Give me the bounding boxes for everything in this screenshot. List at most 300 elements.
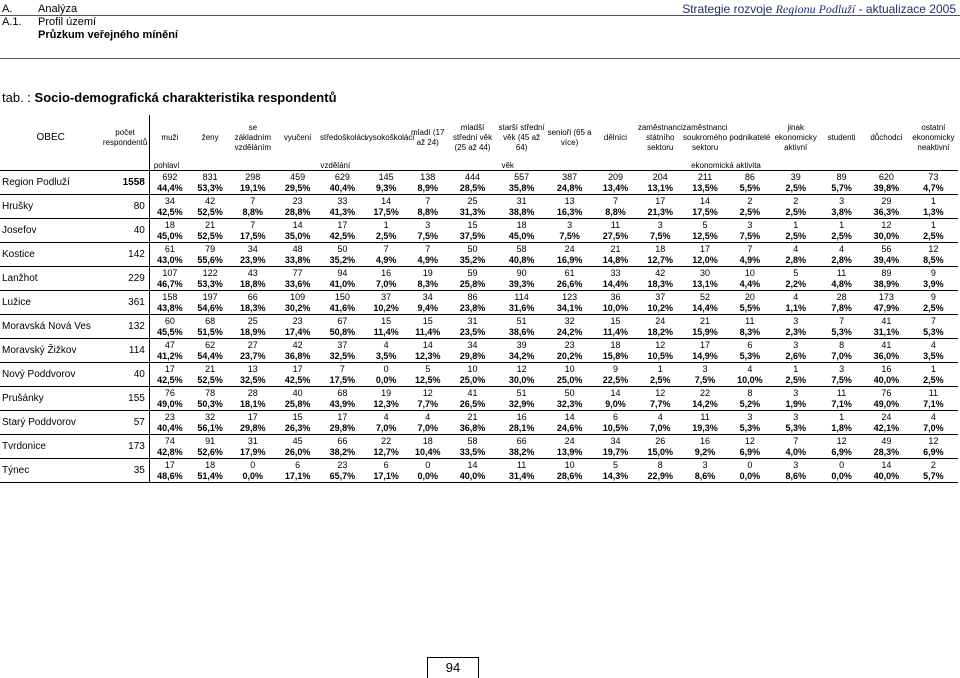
count-cell: 8 <box>839 339 845 350</box>
col-delnici: dělníci <box>603 132 628 142</box>
percent-cell: 9,2% <box>683 446 728 459</box>
count-cell: 86 <box>744 171 755 182</box>
subsection-number: A.1. <box>2 16 22 28</box>
count-cell: 32 <box>205 411 216 422</box>
percent-cell: 28,6% <box>546 470 593 483</box>
percent-cell: 17,5% <box>320 374 365 387</box>
percent-cell: 19,1% <box>230 182 275 195</box>
percent-cell: 4,9% <box>365 254 408 267</box>
percent-cell: 24,6% <box>546 422 593 435</box>
col-statni: zaměstnanci státního sektoru <box>637 122 683 152</box>
percent-cell: 27,5% <box>593 230 638 243</box>
percent-cell: 30,0% <box>497 374 546 387</box>
count-cell: 3 <box>793 411 799 422</box>
percent-cell: 28,3% <box>864 446 909 459</box>
percent-cell: 23,5% <box>448 326 497 339</box>
percent-cell: 34,2% <box>497 350 546 363</box>
percent-cell: 7,0% <box>909 422 958 435</box>
percent-cell: 17,1% <box>275 470 320 483</box>
percent-cell: 41,2% <box>149 350 190 363</box>
count-cell: 1 <box>383 219 389 230</box>
count-cell: 16 <box>700 435 711 446</box>
col-obec: OBEC <box>36 131 65 143</box>
percent-cell: 49,0% <box>149 398 190 411</box>
count-cell: 138 <box>420 171 436 182</box>
percent-cell: 13,4% <box>593 182 638 195</box>
header-prefix: Strategie rozvoje <box>682 2 776 16</box>
count-cell: 16 <box>381 267 392 278</box>
count-cell: 3 <box>793 387 799 398</box>
respondent-count: 132 <box>101 315 149 339</box>
header-brand: Regionu Podluží <box>775 2 856 16</box>
town-name: Prušánky <box>0 387 101 411</box>
count-cell: 204 <box>652 171 668 182</box>
percent-cell: 14,4% <box>593 278 638 291</box>
percent-cell: 8,3% <box>727 326 772 339</box>
count-cell: 17 <box>337 411 348 422</box>
percent-cell: 32,3% <box>546 398 593 411</box>
count-cell: 21 <box>700 315 711 326</box>
percent-cell: 55,6% <box>190 254 231 267</box>
percent-cell: 42,5% <box>320 230 365 243</box>
col-muzi: muži <box>161 132 179 142</box>
table-row <box>0 267 958 279</box>
percent-cell: 36,3% <box>864 206 909 219</box>
percent-cell: 9,4% <box>407 302 448 315</box>
count-cell: 8 <box>657 459 663 470</box>
count-cell: 28 <box>247 387 258 398</box>
percent-cell: 2,5% <box>909 374 958 387</box>
count-cell: 6 <box>383 459 389 470</box>
count-cell: 47 <box>164 339 175 350</box>
table-title <box>2 90 337 105</box>
count-cell: 17 <box>700 339 711 350</box>
percent-cell: 2,8% <box>772 254 819 267</box>
percent-cell: 14,4% <box>683 302 728 315</box>
percent-cell: 18,2% <box>638 326 683 339</box>
town-name: Moravská Nová Ves <box>0 315 101 339</box>
count-cell: 0 <box>425 459 431 470</box>
percent-cell: 20,2% <box>546 350 593 363</box>
count-cell: 4 <box>425 411 431 422</box>
count-cell: 76 <box>164 387 175 398</box>
count-cell: 3 <box>839 363 845 374</box>
percent-cell: 2,8% <box>819 254 864 267</box>
percent-cell: 13,9% <box>546 446 593 459</box>
count-cell: 42 <box>205 195 216 206</box>
percent-cell: 2,5% <box>772 374 819 387</box>
count-cell: 37 <box>655 291 666 302</box>
percent-cell: 15,9% <box>683 326 728 339</box>
count-cell: 22 <box>381 435 392 446</box>
col-zeny: ženy <box>201 132 219 142</box>
percent-cell: 23,8% <box>448 302 497 315</box>
town-name: Moravský Žižkov <box>0 339 101 363</box>
respondent-count: 229 <box>101 267 149 291</box>
count-cell: 12 <box>655 387 666 398</box>
percent-cell: 21,3% <box>638 206 683 219</box>
count-cell: 7 <box>425 243 431 254</box>
percent-cell: 8,5% <box>909 254 958 267</box>
percent-cell: 31,3% <box>448 206 497 219</box>
percent-cell: 3,9% <box>909 278 958 291</box>
percent-cell: 5,3% <box>772 422 819 435</box>
percent-cell: 18,3% <box>638 278 683 291</box>
count-cell: 6 <box>295 459 301 470</box>
count-cell: 67 <box>337 315 348 326</box>
count-cell: 24 <box>881 411 892 422</box>
count-cell: 59 <box>467 267 478 278</box>
count-cell: 4 <box>793 243 799 254</box>
percent-cell: 52,5% <box>190 230 231 243</box>
count-cell: 3 <box>839 195 845 206</box>
count-cell: 78 <box>205 387 216 398</box>
percent-cell: 18,1% <box>230 398 275 411</box>
town-name: Týnec <box>0 459 101 483</box>
count-cell: 11 <box>700 411 710 422</box>
percent-cell: 31,1% <box>864 326 909 339</box>
count-cell: 28 <box>836 291 847 302</box>
count-cell: 18 <box>164 219 175 230</box>
percent-cell: 23,7% <box>230 350 275 363</box>
percent-cell: 5,5% <box>727 302 772 315</box>
percent-cell: 36,0% <box>864 350 909 363</box>
percent-cell: 35,8% <box>497 182 546 195</box>
count-cell: 1 <box>839 411 845 422</box>
percent-cell: 17,9% <box>230 446 275 459</box>
col-vysokoskolaci: vysokoškoláci <box>364 132 415 142</box>
col-studenti: studenti <box>827 132 856 142</box>
count-cell: 3 <box>657 219 663 230</box>
count-cell: 1 <box>793 363 799 374</box>
count-cell: 5 <box>702 219 708 230</box>
percent-cell: 4,7% <box>909 182 958 195</box>
count-cell: 60 <box>164 315 175 326</box>
col-podnikatele: podnikatelé <box>729 132 771 142</box>
count-cell: 4 <box>930 339 936 350</box>
count-cell: 0 <box>383 363 389 374</box>
percent-cell: 15,8% <box>593 350 638 363</box>
respondents-table <box>0 115 958 483</box>
percent-cell: 14,9% <box>683 350 728 363</box>
count-cell: 66 <box>516 435 527 446</box>
percent-cell: 7,0% <box>638 422 683 435</box>
count-cell: 1 <box>657 363 663 374</box>
table-row <box>0 387 958 399</box>
count-cell: 29 <box>881 195 892 206</box>
count-cell: 10 <box>744 267 755 278</box>
count-cell: 209 <box>607 171 623 182</box>
count-cell: 8 <box>747 387 753 398</box>
percent-cell: 7,1% <box>909 398 958 411</box>
count-cell: 4 <box>383 411 389 422</box>
count-cell: 52 <box>700 291 711 302</box>
percent-cell: 46,7% <box>149 278 190 291</box>
count-cell: 16 <box>516 411 527 422</box>
town-name: Lanžhot <box>0 267 101 291</box>
count-cell: 7 <box>250 219 256 230</box>
count-cell: 3 <box>567 219 573 230</box>
count-cell: 11 <box>745 315 755 326</box>
count-cell: 145 <box>378 171 394 182</box>
count-cell: 17 <box>247 411 258 422</box>
count-cell: 3 <box>747 219 753 230</box>
count-cell: 459 <box>290 171 306 182</box>
town-name: Josefov <box>0 219 101 243</box>
count-cell: 66 <box>337 435 348 446</box>
percent-cell: 32,5% <box>320 350 365 363</box>
percent-cell: 54,6% <box>190 302 231 315</box>
count-cell: 31 <box>516 195 527 206</box>
header-suffix: - aktualizace 2005 <box>855 2 956 16</box>
percent-cell: 52,6% <box>190 446 231 459</box>
count-cell: 34 <box>164 195 175 206</box>
table-row <box>0 243 958 255</box>
percent-cell: 8,8% <box>593 206 638 219</box>
column-header-row <box>0 115 958 160</box>
table-row <box>0 171 958 183</box>
percent-cell: 33,8% <box>275 254 320 267</box>
percent-cell: 6,9% <box>727 446 772 459</box>
count-cell: 73 <box>928 171 939 182</box>
count-cell: 14 <box>467 459 478 470</box>
count-cell: 18 <box>516 219 527 230</box>
count-cell: 7 <box>747 243 753 254</box>
percent-cell: 11,4% <box>593 326 638 339</box>
table-row <box>0 291 958 303</box>
percent-cell: 7,8% <box>819 302 864 315</box>
percent-cell: 40,4% <box>320 182 365 195</box>
percent-cell: 36,8% <box>275 350 320 363</box>
percent-cell: 43,8% <box>149 302 190 315</box>
percent-cell: 3,5% <box>365 350 408 363</box>
percent-cell: 5,3% <box>727 350 772 363</box>
respondent-count: 35 <box>101 459 149 483</box>
percent-cell: 29,8% <box>230 422 275 435</box>
count-cell: 94 <box>337 267 348 278</box>
percent-cell: 42,1% <box>864 422 909 435</box>
count-cell: 9 <box>930 267 936 278</box>
count-cell: 23 <box>164 411 175 422</box>
count-cell: 7 <box>930 315 936 326</box>
count-cell: 10 <box>564 459 575 470</box>
percent-cell: 38,9% <box>864 278 909 291</box>
percent-cell: 4,4% <box>727 278 772 291</box>
percent-cell: 8,6% <box>772 470 819 483</box>
count-cell: 91 <box>205 435 216 446</box>
count-cell: 9 <box>930 291 936 302</box>
count-cell: 158 <box>162 291 178 302</box>
town-name: Tvrdonice <box>0 435 101 459</box>
count-cell: 7 <box>339 363 345 374</box>
percent-cell: 52,5% <box>190 206 231 219</box>
percent-cell: 49,0% <box>864 398 909 411</box>
percent-cell: 54,4% <box>190 350 231 363</box>
count-cell: 33 <box>337 195 348 206</box>
percent-cell: 17,1% <box>365 470 408 483</box>
percent-cell: 0,0% <box>819 470 864 483</box>
percent-cell: 50,8% <box>320 326 365 339</box>
percent-cell: 26,0% <box>275 446 320 459</box>
percent-cell: 7,1% <box>819 398 864 411</box>
town-name: Lužice <box>0 291 101 315</box>
percent-cell: 26,3% <box>275 422 320 435</box>
count-cell: 34 <box>247 243 258 254</box>
col-ostatni: ostatní ekonomicky neaktivní <box>912 122 955 152</box>
percent-cell: 18,8% <box>230 278 275 291</box>
count-cell: 2 <box>930 459 936 470</box>
percent-cell: 40,4% <box>149 422 190 435</box>
percent-cell: 25,0% <box>448 374 497 387</box>
count-cell: 122 <box>202 267 218 278</box>
count-cell: 3 <box>425 219 431 230</box>
count-cell: 2 <box>793 195 799 206</box>
count-cell: 1 <box>930 363 936 374</box>
count-cell: 41 <box>881 315 892 326</box>
percent-cell: 39,4% <box>864 254 909 267</box>
percent-cell: 50,3% <box>190 398 231 411</box>
count-cell: 40 <box>292 387 303 398</box>
percent-cell: 2,5% <box>819 230 864 243</box>
count-cell: 12 <box>516 363 527 374</box>
count-cell: 22 <box>700 387 711 398</box>
percent-cell: 26,5% <box>448 398 497 411</box>
count-cell: 16 <box>881 363 892 374</box>
percent-cell: 12,7% <box>638 254 683 267</box>
count-cell: 1 <box>793 219 799 230</box>
count-cell: 42 <box>292 339 303 350</box>
count-cell: 68 <box>205 315 216 326</box>
respondent-count: 114 <box>101 339 149 363</box>
count-cell: 557 <box>514 171 530 182</box>
percent-cell: 53,3% <box>190 278 231 291</box>
count-cell: 48 <box>292 243 303 254</box>
percent-cell: 7,0% <box>365 422 408 435</box>
header-bottom-divider <box>0 58 960 59</box>
percent-cell: 2,6% <box>772 350 819 363</box>
percent-cell: 48,6% <box>149 470 190 483</box>
count-cell: 11 <box>928 387 939 398</box>
percent-cell: 41,6% <box>320 302 365 315</box>
percent-cell: 1,8% <box>819 422 864 435</box>
percent-cell: 56,1% <box>190 422 231 435</box>
count-cell: 14 <box>564 411 575 422</box>
respondent-count: 142 <box>101 243 149 267</box>
respondent-count: 1558 <box>101 171 149 195</box>
percent-cell: 47,9% <box>864 302 909 315</box>
count-cell: 2 <box>747 195 753 206</box>
count-cell: 74 <box>164 435 175 446</box>
count-cell: 1 <box>930 219 936 230</box>
count-cell: 13 <box>564 195 575 206</box>
percent-cell: 42,5% <box>275 374 320 387</box>
table-row <box>0 363 958 375</box>
percent-cell: 7,5% <box>683 374 728 387</box>
col-zakladni: se základním vzděláním <box>234 122 272 152</box>
percent-cell: 2,5% <box>909 302 958 315</box>
count-cell: 9 <box>612 363 618 374</box>
percent-cell: 14,2% <box>683 398 728 411</box>
col-vyuceni: vyučení <box>283 132 312 142</box>
count-cell: 50 <box>337 243 348 254</box>
percent-cell: 35,0% <box>275 230 320 243</box>
percent-cell: 43,0% <box>149 254 190 267</box>
table-title-text: Socio-demografická charakteristika respondentů <box>34 90 337 105</box>
percent-cell: 7,5% <box>546 230 593 243</box>
percent-cell: 38,6% <box>497 326 546 339</box>
count-cell: 66 <box>247 291 258 302</box>
count-cell: 7 <box>612 195 618 206</box>
col-mladi: mladí (17 až 24) <box>411 127 445 147</box>
percent-cell: 16,3% <box>546 206 593 219</box>
document-header-left <box>2 3 178 42</box>
percent-cell: 36,8% <box>448 422 497 435</box>
count-cell: 34 <box>467 339 478 350</box>
count-cell: 3 <box>793 459 799 470</box>
percent-cell: 7,5% <box>638 230 683 243</box>
count-cell: 14 <box>610 387 621 398</box>
percent-cell: 13,1% <box>638 182 683 195</box>
count-cell: 17 <box>164 363 175 374</box>
percent-cell: 30,2% <box>275 302 320 315</box>
percent-cell: 0,0% <box>407 470 448 483</box>
percent-cell: 2,5% <box>638 374 683 387</box>
percent-cell: 5,3% <box>819 326 864 339</box>
percent-cell: 10,2% <box>638 302 683 315</box>
town-name: Region Podluží <box>0 171 101 195</box>
percent-cell: 9,0% <box>593 398 638 411</box>
count-cell: 12 <box>655 339 666 350</box>
count-cell: 11 <box>516 459 527 470</box>
section-title: Analýza <box>38 3 78 15</box>
percent-cell: 12,7% <box>365 446 408 459</box>
table-title-prefix: tab. : <box>2 90 35 105</box>
percent-cell: 17,4% <box>275 326 320 339</box>
count-cell: 1 <box>930 195 936 206</box>
count-cell: 21 <box>467 411 478 422</box>
percent-cell: 2,5% <box>772 182 819 195</box>
col-seniori: senioři (65 a více) <box>547 127 592 147</box>
percent-cell: 10,4% <box>407 446 448 459</box>
count-cell: 33 <box>610 267 621 278</box>
percent-cell: 4,0% <box>772 446 819 459</box>
group-ekonomicka: ekonomická aktivita <box>593 160 958 171</box>
count-cell: 37 <box>381 291 392 302</box>
percent-cell: 12,3% <box>365 398 408 411</box>
count-cell: 109 <box>290 291 306 302</box>
percent-cell: 51,4% <box>190 470 231 483</box>
count-cell: 30 <box>700 267 711 278</box>
percent-cell: 2,2% <box>772 278 819 291</box>
count-cell: 5 <box>612 459 618 470</box>
percent-cell: 6,9% <box>819 446 864 459</box>
percent-cell: 28,5% <box>448 182 497 195</box>
town-name: Starý Poddvorov <box>0 411 101 435</box>
percent-cell: 3,8% <box>819 206 864 219</box>
count-cell: 7 <box>383 243 389 254</box>
percent-cell: 12,0% <box>683 254 728 267</box>
table-row <box>0 459 958 471</box>
count-cell: 3 <box>793 339 799 350</box>
percent-cell: 51,5% <box>190 326 231 339</box>
count-cell: 27 <box>247 339 258 350</box>
count-cell: 12 <box>928 435 939 446</box>
percent-cell: 41,0% <box>320 278 365 291</box>
percent-cell: 7,7% <box>638 398 683 411</box>
count-cell: 5 <box>793 267 799 278</box>
percent-cell: 29,5% <box>275 182 320 195</box>
percent-cell: 25,8% <box>275 398 320 411</box>
